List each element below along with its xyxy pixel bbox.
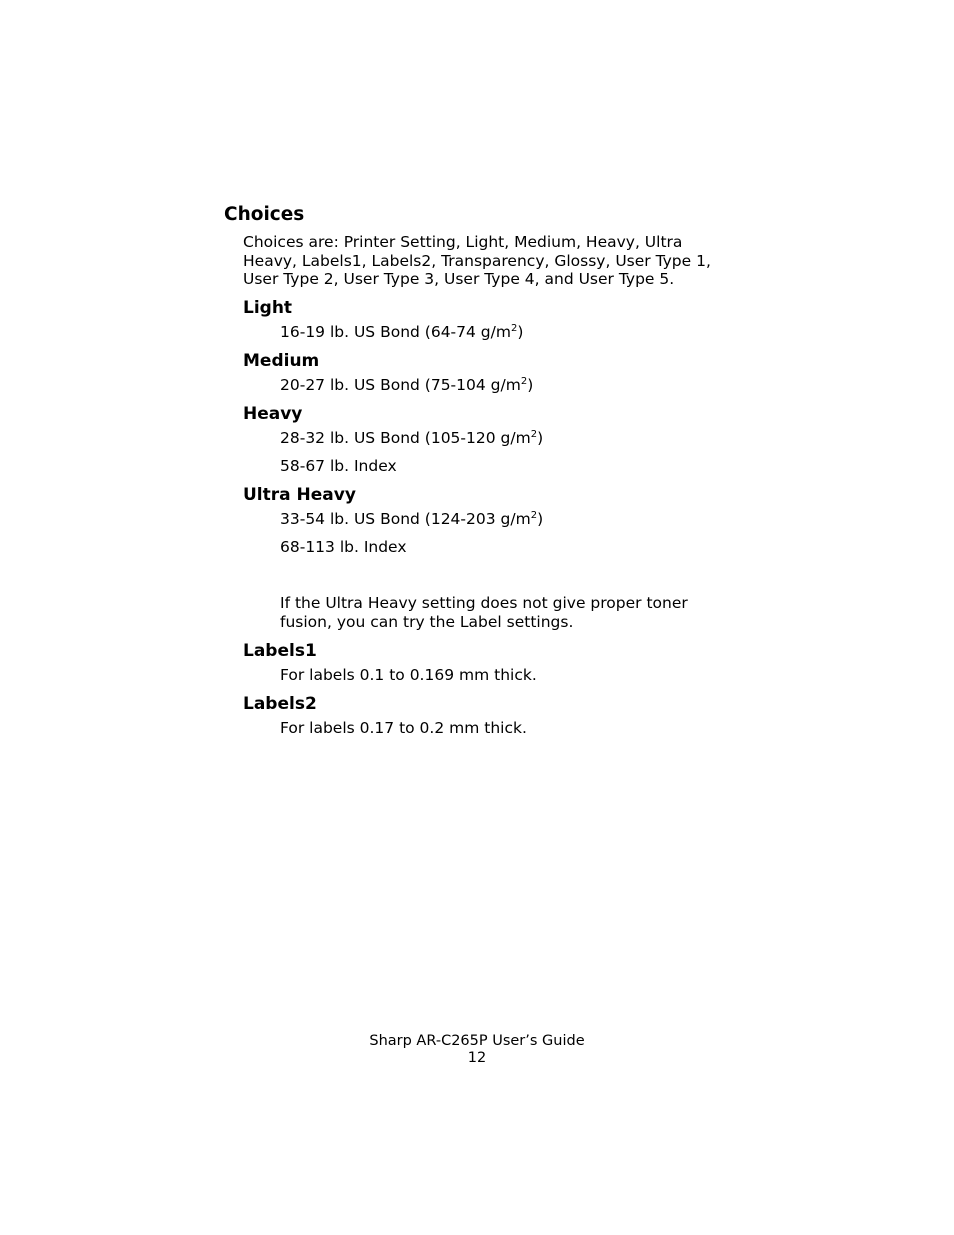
subheading-ultra-heavy: Ultra Heavy	[243, 485, 356, 505]
subheading-medium: Medium	[243, 351, 320, 371]
intro-line: User Type 2, User Type 3, User Type 4, and User Type 5.	[243, 270, 675, 289]
subheading-light: Light	[243, 298, 293, 318]
ultra-heavy-index-spec: 68-113 lb. Index	[280, 538, 407, 556]
light-weight-spec: 16-19 lb. US Bond (64-74 $g/m^2$)	[280, 323, 524, 341]
note-line: If the Ultra Heavy setting does not give proper toner	[280, 594, 688, 612]
note-line: fusion, you can try the Label settings.	[280, 612, 574, 631]
ultra-heavy-weight-spec: 33-54 lb. US Bond (124-203 $g/m^2$)	[280, 510, 544, 528]
subheading-labels1: Labels1	[243, 641, 317, 661]
intro-line: Heavy, Labels1, Labels2, Transparency, Glossy, User Type 1,	[243, 251, 711, 270]
labels2-spec: For labels 0.17 to 0.2 mm thick.	[280, 719, 527, 737]
heavy-index-spec: 58-67 lb. Index	[280, 457, 397, 475]
choices-intro-paragraph	[243, 233, 733, 289]
footer-page-number: 12	[467, 1050, 487, 1066]
labels1-spec: For labels 0.1 to 0.169 mm thick.	[280, 666, 537, 684]
subheading-labels2: Labels2	[243, 694, 317, 714]
subheading-heavy: Heavy	[243, 404, 303, 424]
ultra-heavy-note	[280, 594, 688, 631]
heavy-weight-spec: 28-32 lb. US Bond (105-120 $g/m^2$)	[280, 429, 544, 447]
intro-line: Choices are: Printer Setting, Light, Medium, Heavy, Ultra	[243, 233, 683, 251]
medium-weight-spec: 20-27 lb. US Bond (75-104 $g/m^2$)	[280, 376, 534, 394]
footer-guide-title: Sharp AR-C265P User’s Guide	[369, 1033, 585, 1049]
section-heading-choices: Choices	[224, 204, 305, 225]
